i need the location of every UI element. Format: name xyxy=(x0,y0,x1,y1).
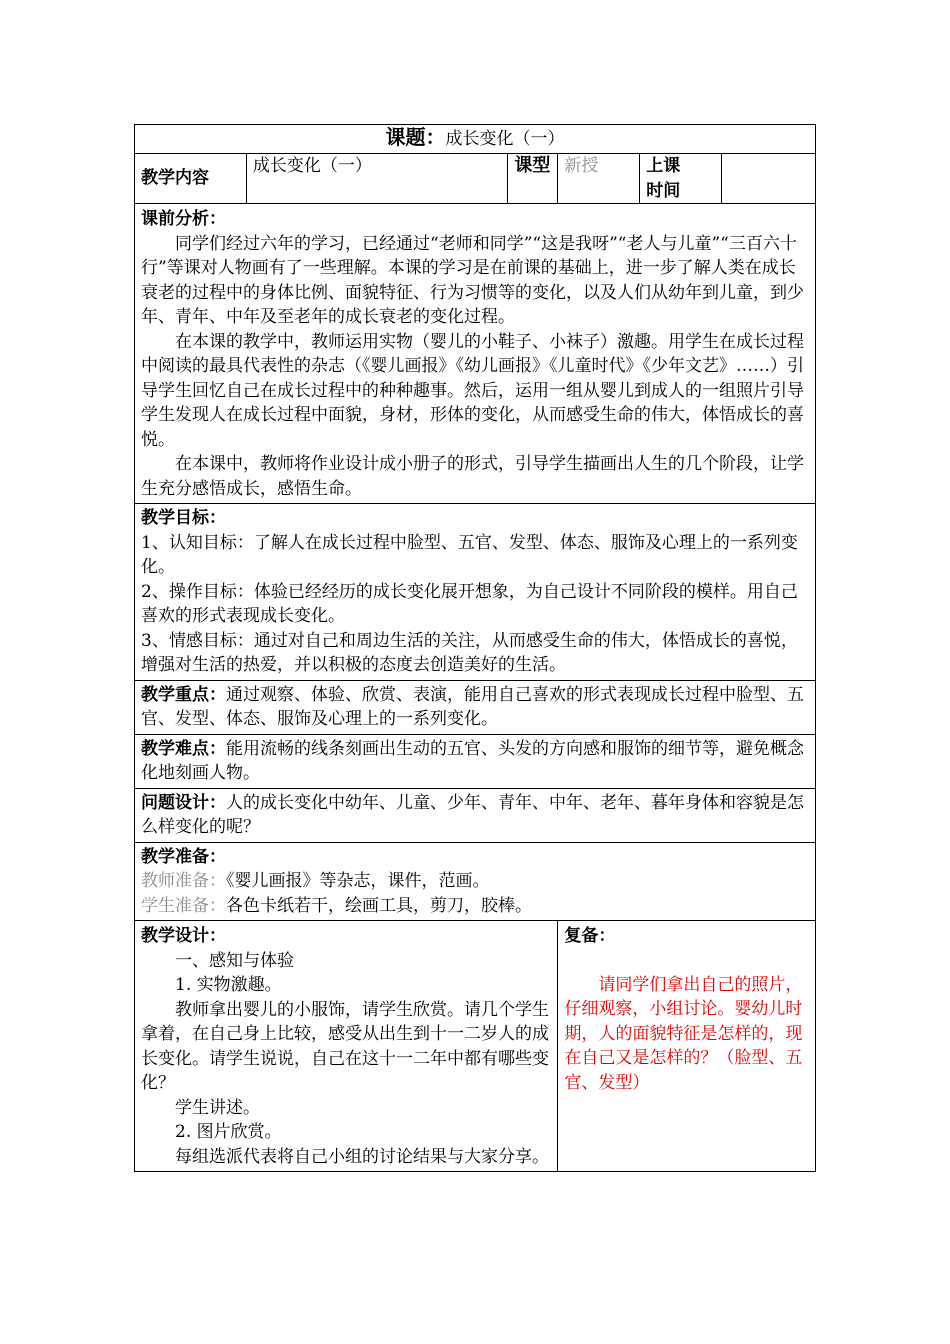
key-points-row xyxy=(135,680,816,734)
time-label xyxy=(640,154,722,204)
title-row xyxy=(135,125,816,154)
header-row xyxy=(135,154,816,204)
content-value: 成长变化（一） xyxy=(246,154,508,204)
key-points xyxy=(141,683,809,732)
question-design-text: 人的成长变化中幼年、儿童、少年、青年、中年、老年、暮年身体和容貌是怎么样变化的呢？ xyxy=(141,792,804,837)
pre-analysis-paragraph: 同学们经过六年的学习，已经通过“老师和同学”“这是我呀”“老人与儿童”“三百六十行”等课对人物画有了一些理解。本课的学习是在前课的基础上，进一步了解人类在成长衰老的过程中的身体比例、面貌特征、行为习惯等的变化，以及人们从幼年到儿童，到少年、青年、中年及至老年的成长衰老的变化过程。 xyxy=(141,233,804,327)
difficulties-text: 能用流畅的线条刻画出生动的五官、头发的方向感和服饰的细节等，避免概念化地刻画人物。 xyxy=(141,738,804,783)
difficulties-row xyxy=(135,734,816,788)
design-line: 2. 图片欣赏。 xyxy=(175,1122,282,1142)
preparation-heading: 教学准备： xyxy=(141,846,226,867)
review-heading: 复备： xyxy=(564,926,616,946)
objective-item: 1、认知目标：了解人在成长过程中脸型、五官、发型、体态、服饰及心理上的一系列变化。 xyxy=(141,532,798,577)
objectives-row xyxy=(135,504,816,681)
type-value: 新授 xyxy=(558,154,640,204)
difficulties xyxy=(141,737,809,786)
key-points-text: 通过观察、体验、欣赏、表演，能用自己喜欢的形式表现成长过程中脸型、五官、发型、体态、服饰及心理上的一系列变化。 xyxy=(141,684,804,729)
objective-item: 3、情感目标：通过对自己和周边生活的关注，从而感受生命的伟大，体悟成长的喜悦，增强对生活的热爱，并以积极的态度去创造美好的生活。 xyxy=(141,630,798,675)
student-preparation-text: 各色卡纸若干，绘画工具，剪刀，胶棒。 xyxy=(226,895,532,916)
content-label: 教学内容 xyxy=(135,154,247,204)
review-spacer xyxy=(564,949,809,973)
type-label: 课型 xyxy=(508,154,558,204)
lesson-plan-table xyxy=(134,124,816,1172)
design-line: 教师拿出婴儿的小服饰，请学生欣赏。请几个学生拿着，在自己身上比较，感受从出生到十一二岁人的成长变化。请学生说说，自己在这十一二年中都有哪些变化？ xyxy=(141,999,549,1093)
title-value: 成长变化（一） xyxy=(445,129,565,149)
title-label: 课题： xyxy=(385,125,446,149)
teacher-preparation xyxy=(141,869,809,894)
objectives-heading: 教学目标： xyxy=(141,508,226,528)
question-design-label: 问题设计： xyxy=(141,792,226,813)
design-row xyxy=(135,921,816,1172)
review-text: 请同学们拿出自己的照片，仔细观察，小组讨论。婴幼儿时期，人的面貌特征是怎样的，现在自己又是怎样的？（脸型、五官、发型） xyxy=(564,974,803,1093)
teacher-preparation-text: 《婴儿画报》等杂志，课件，范画。 xyxy=(226,871,490,891)
pre-analysis-paragraph: 在本课的教学中，教师运用实物（婴儿的小鞋子、小袜子）激趣。用学生在成长过程中阅读的最具代表性的杂志（《婴儿画报》《幼儿画报》《儿童时代》《少年文艺》……）引导学生回忆自己在成长过程中的种种趣事。然后，运用一组从婴儿到成人的一组照片引导学生发现人在成长过程中面貌，身材，形体的变化，从而感受生命的伟大，体悟成长的喜悦。 xyxy=(141,331,804,450)
key-points-label: 教学重点： xyxy=(141,684,226,705)
pre-analysis-heading: 课前分析： xyxy=(141,209,226,229)
pre-analysis-row xyxy=(135,204,816,504)
student-preparation-label: 学生准备： xyxy=(141,895,226,916)
student-preparation xyxy=(141,894,809,919)
design-line: 1. 实物激趣。 xyxy=(175,975,282,995)
question-design-row xyxy=(135,788,816,842)
design-heading: 教学设计： xyxy=(141,926,226,946)
question-design xyxy=(141,791,809,840)
difficulties-label: 教学难点： xyxy=(141,738,226,759)
teacher-preparation-label: 教师准备： xyxy=(141,871,226,891)
time-label-line1: 上课 xyxy=(646,156,681,176)
design-line: 学生讲述。 xyxy=(175,1097,260,1118)
pre-analysis-paragraph: 在本课中，教师将作业设计成小册子的形式，引导学生描画出人生的几个阶段，让学生充分感悟成长，感悟生命。 xyxy=(141,454,804,499)
time-label-line2: 时间 xyxy=(646,180,681,201)
preparation-row xyxy=(135,842,816,921)
design-line: 每组选派代表将自己小组的讨论结果与大家分享。 xyxy=(175,1146,549,1167)
time-value xyxy=(722,154,816,204)
design-line: 一、感知与体验 xyxy=(175,950,294,971)
objective-item: 2、操作目标：体验已经经历的成长变化展开想象，为自己设计不同阶段的模样。用自己喜欢的形式表现成长变化。 xyxy=(141,581,798,626)
